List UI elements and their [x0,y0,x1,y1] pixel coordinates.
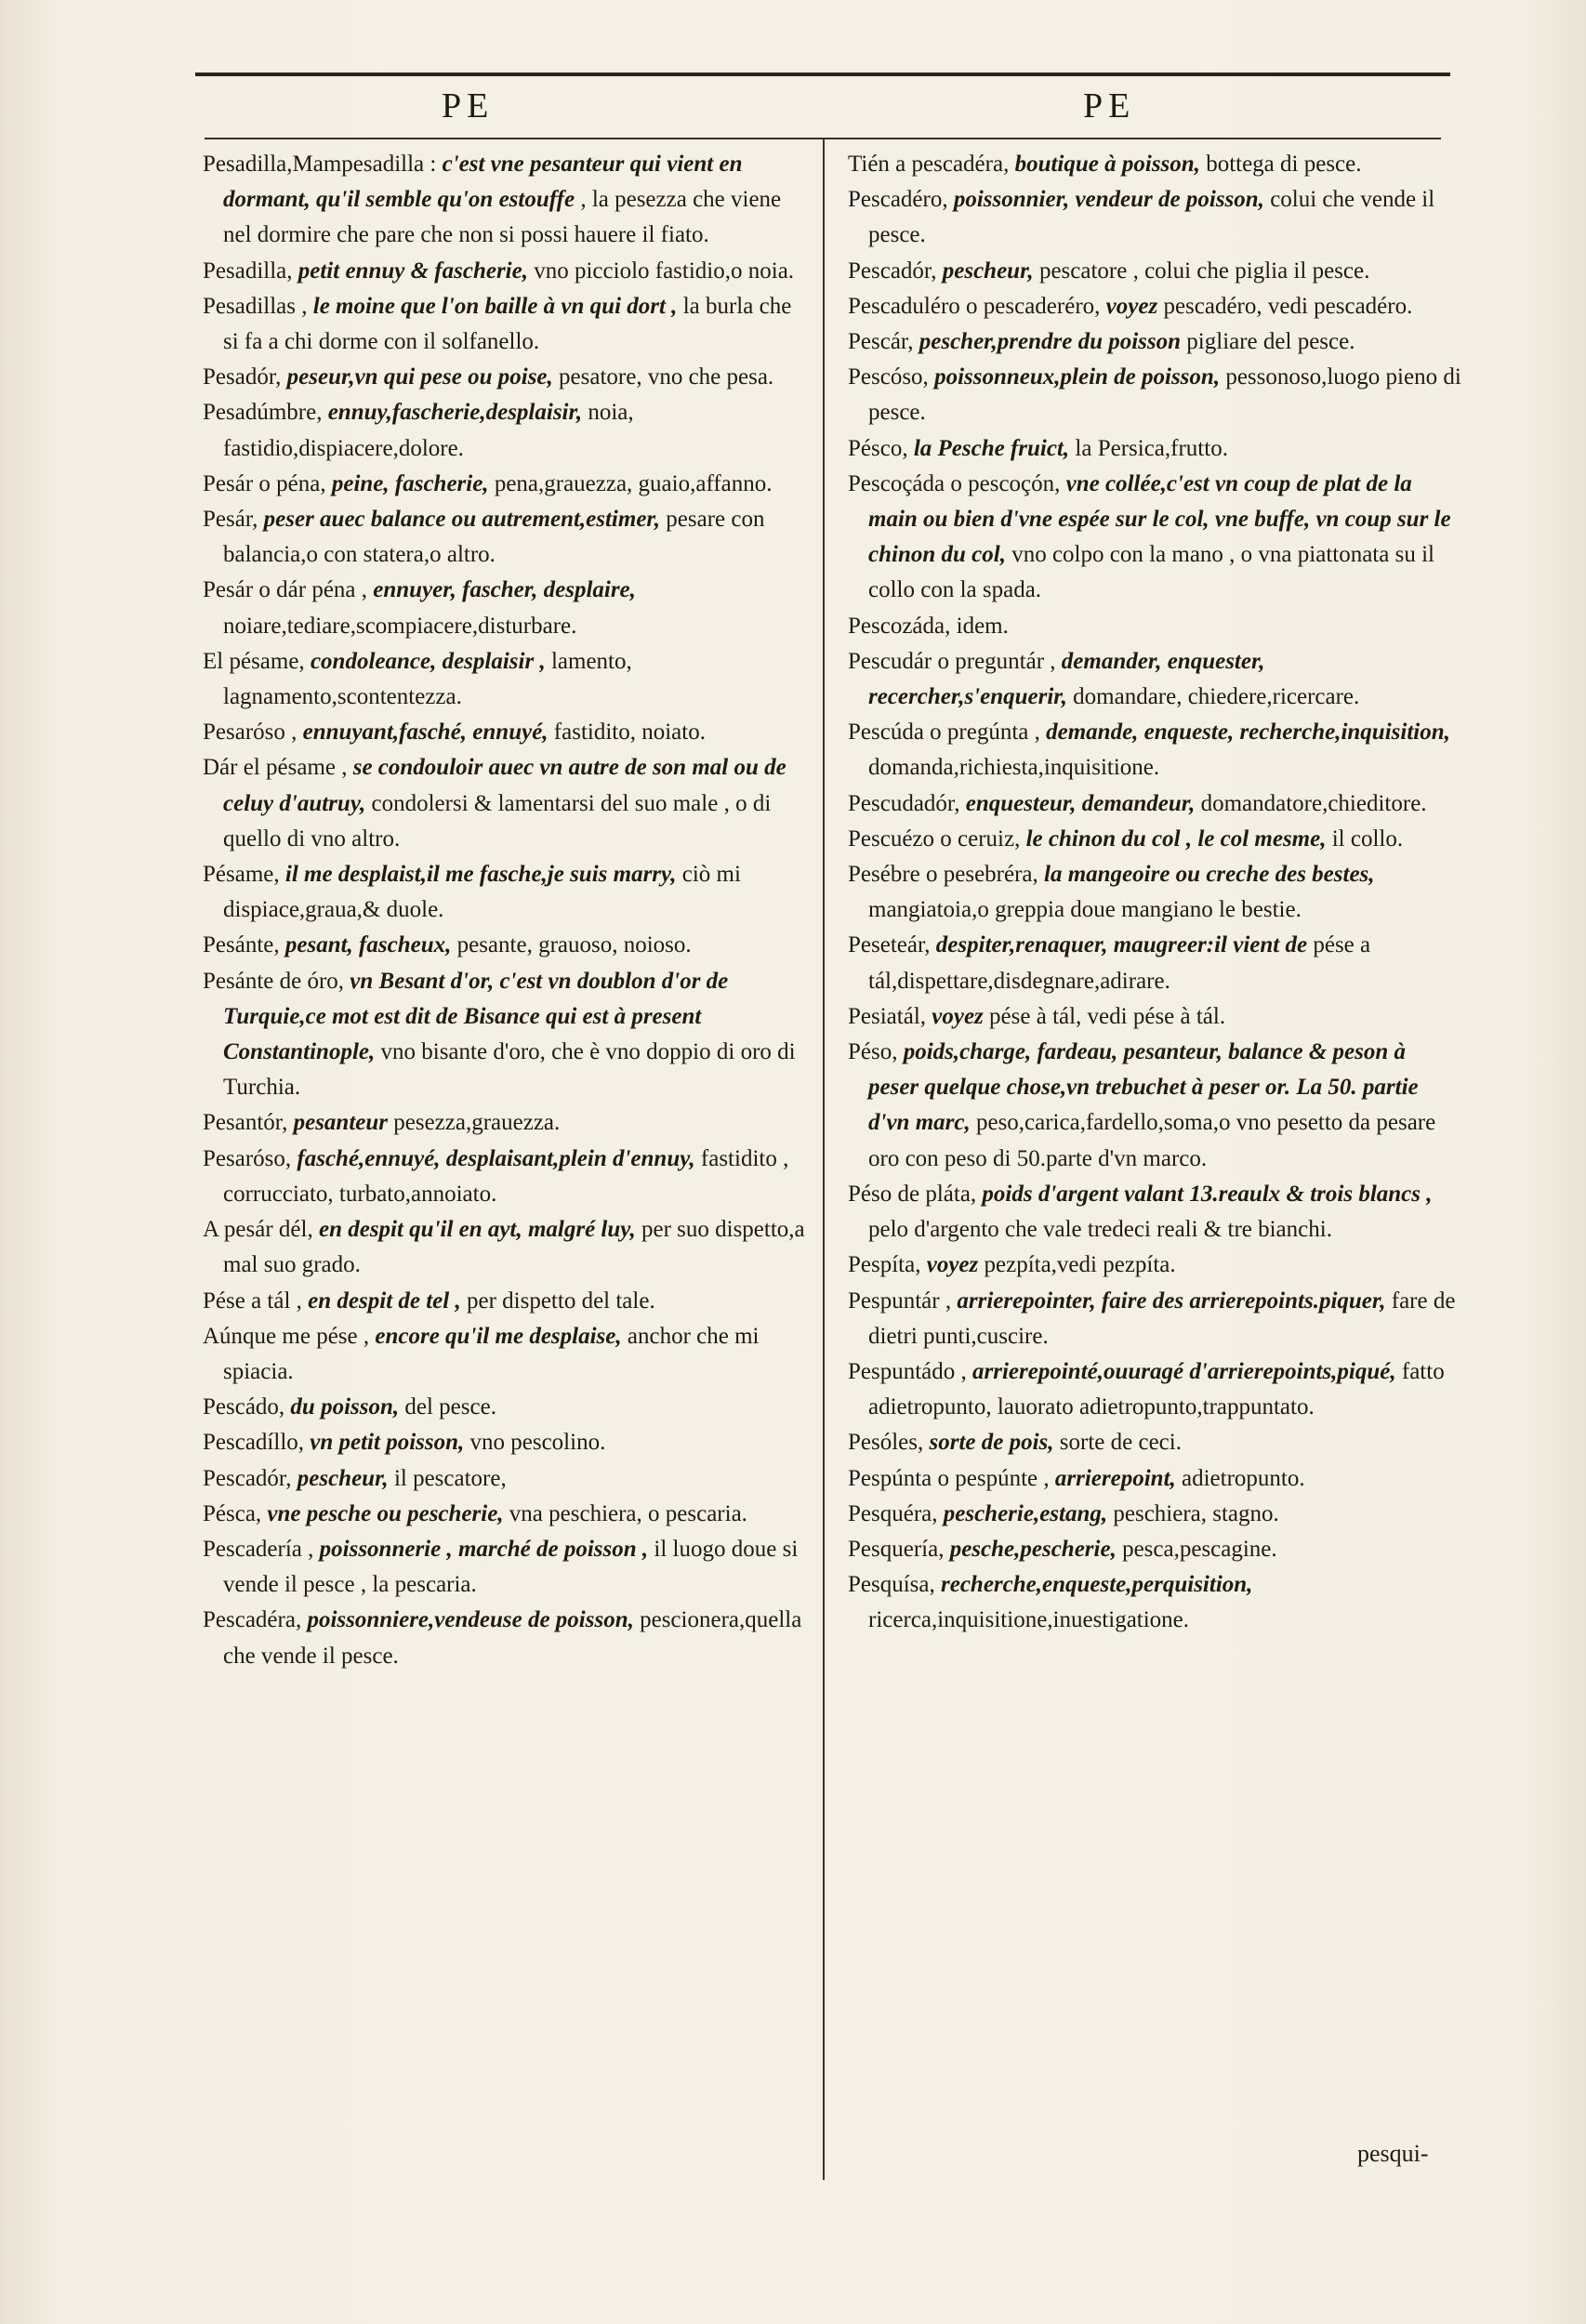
entry-italian: pesante, grauoso, noioso. [456,932,692,958]
entry-headword: Tién a pescadéra, [848,152,1010,177]
entry-italian: del pesce. [404,1394,496,1420]
entry-headword: Pescár, [848,329,914,355]
entry-headword: Péso de pláta, [848,1181,977,1207]
entry-headword: Pesadilla,Mampesadilla : [203,152,437,177]
entry-italian: pessonoso,luogo pieno di pesce. [868,364,1461,426]
entry-headword: Pesánte, [203,932,280,958]
dictionary-entry [848,1177,1461,1248]
entry-headword: Pesaróso, [203,1145,292,1171]
dictionary-entry [848,822,1461,857]
entry-headword: Pesár o dár péna , [203,577,368,603]
entry-italian: la burla che si fa a chi dorme con il solfanello. [223,293,792,355]
dictionary-entry [848,786,1461,822]
entry-headword: Pescoçáda o pescoçón, [848,470,1061,496]
entry-headword: Pespúnta o pespúnte , [848,1465,1050,1491]
dictionary-entry [848,431,1461,467]
entry-italian: pesezza,grauezza. [393,1110,561,1136]
entry-french: despiter,renaquer, maugreer:il vient de [935,932,1308,958]
entry-french: vne collée,c'est vn coup de plat de la main ou bien d'vne espée sur le col, vne buffe, vn coup sur le chinon du col, [868,470,1451,568]
dictionary-entry [203,1212,812,1283]
entry-italian: pesatore, vno che pesa. [559,364,774,390]
entry-french: en despit de tel , [308,1287,461,1314]
entry-headword: Pésame, [203,862,280,888]
entry-french: la Pesche fruict, [913,435,1070,461]
entry-headword: Pescóso, [848,364,929,390]
entry-headword: Pesquería, [848,1536,945,1562]
entry-italian: pesare con balancia,o con statera,o altro. [223,507,765,568]
dictionary-entry [848,715,1461,786]
entry-french: poids,charge, fardeau, pesanteur, balance & peson à peser quelque chose,vn trebuchet à peser or. La 50. partie d'vn marc, [868,1039,1419,1136]
entry-french: poissonniere,vendeuse de poisson, [307,1607,634,1633]
entry-headword: Pesadilla, [203,257,293,284]
entry-french: peseur,vn qui pese ou poise, [286,364,553,390]
dictionary-entry [848,289,1461,324]
dictionary-entry [848,147,1461,182]
entry-headword: Pespuntár , [848,1287,952,1314]
entry-french: encore qu'il me desplaise, [375,1323,622,1349]
entry-italian: domanda,richiesta,inquisitione. [868,755,1160,781]
entry-italian: pése a tál,dispettare,disdegnare,adirare. [868,932,1371,994]
entry-french: poids d'argent valant 13.reaulx & trois blancs , [982,1181,1433,1207]
entry-italian: pezpíta,vedi pezpíta. [984,1252,1176,1278]
entry-french: peine, fascherie, [331,470,489,496]
entry-french: pesanteur [293,1110,389,1136]
dictionary-entry [848,999,1461,1035]
entry-italian: pigliare del pesce. [1186,329,1355,355]
entry-french: pescherie,estang, [943,1500,1108,1526]
entry-italian: bottega di pesce. [1206,152,1362,177]
right-column [848,147,1461,1639]
entry-italian: peschiera, stagno. [1113,1500,1279,1526]
entry-italian: vno pescolino. [469,1430,606,1456]
entry-headword: Pescuézo o ceruiz, [848,825,1021,852]
entry-headword: Pesadór, [203,364,282,390]
dictionary-entry [848,1354,1461,1425]
entry-french: ennuyer, fascher, desplaire, [373,577,636,603]
catchword: pesqui- [1357,2140,1429,2167]
dictionary-entry [203,395,812,466]
entry-french: peser auec balance ou autrement,estimer, [263,507,661,533]
dictionary-entry [203,360,812,395]
entry-headword: Pesadillas , [203,293,308,319]
entry-headword: Aúnque me pése , [203,1323,370,1349]
dictionary-entry [848,609,1461,644]
entry-italian: vno bisante d'oro, che è vno doppio di oro di Turchia. [223,1039,796,1101]
dictionary-entry [848,467,1461,609]
entry-headword: Pesébre o pesebréra, [848,862,1038,888]
entry-italian: ricerca,inquisitione,inuestigatione. [868,1607,1190,1633]
entry-italian: fastidito , corrucciato, turbato,annoiato. [223,1145,789,1207]
entry-italian: lamento, lagnamento,scontentezza. [223,648,632,710]
entry-italian: , la pesezza che viene nel dormire che pare che non si possi hauere il fiato. [223,187,782,248]
column-divider [823,139,825,2180]
entry-french: pescheur, [942,257,1034,284]
entry-italian: fastidito, noiato. [553,720,706,746]
dictionary-entry [848,1248,1461,1283]
entry-italian: ciò mi dispiace,graua,& duole. [223,862,741,923]
entry-french: arrierepoint, [1054,1465,1176,1491]
dictionary-entry [203,147,812,254]
entry-french: sorte de pois, [929,1430,1054,1456]
entry-french: ennuy,fascherie,desplaisir, [327,400,583,426]
dictionary-entry [848,254,1461,289]
top-rule [195,73,1450,76]
entry-headword: Pespuntádo , [848,1358,967,1384]
dictionary-entry [203,1105,812,1141]
entry-french: arrierepointer, faire des arrierepoints.piquer, [957,1287,1386,1314]
entry-italian: pena,grauezza, guaio,affanno. [494,470,773,496]
entry-italian: il luogo doue si vende il pesce , la pescaria. [223,1536,799,1598]
dictionary-entry [848,1035,1461,1177]
entry-headword: Pesquísa, [848,1572,935,1598]
entry-headword: Pescadería , [203,1536,314,1562]
entry-headword: Pesiatál, [848,1003,927,1029]
entry-french: pesant, fascheux, [284,932,452,958]
entry-italian: pescionera,quella che vende il pesce. [223,1607,802,1669]
dictionary-entry [203,573,812,643]
entry-italian: il pescatore, [393,1465,507,1491]
entry-headword: Péso, [848,1039,898,1065]
entry-headword: Pesadúmbre, [203,400,323,426]
entry-italian: sorte de ceci. [1059,1430,1182,1456]
entry-headword: Pesquéra, [848,1500,938,1526]
entry-french: pescheur, [297,1465,389,1491]
entry-french: voyez [1105,293,1158,319]
entry-french: poissonnerie , marché de poisson , [319,1536,649,1562]
entry-headword: Pésca, [203,1500,262,1526]
dictionary-entry [203,928,812,963]
entry-french: vne pesche ou pescherie, [267,1500,504,1526]
dictionary-entry [203,467,812,502]
entry-headword: Pescudár o preguntár , [848,648,1056,674]
entry-headword: Pescádo, [203,1394,285,1420]
entry-french: du poisson, [290,1394,400,1420]
dictionary-entry [848,1567,1461,1638]
entry-french: arrierepointé,ouuragé d'arrierepoints,piqué, [972,1358,1396,1384]
entry-french: se condouloir auec vn autre de son mal ou de celuy d'autruy, [223,755,786,816]
entry-headword: Pésco, [848,435,908,461]
entry-headword: Pesánte de óro, [203,968,345,994]
entry-french: vn Besant d'or, c'est vn doublon d'or de Turquie,ce mot est dit de Bisance qui est à present Constantinople, [223,968,729,1065]
entry-french: en despit qu'il en ayt, malgré luy, [318,1217,636,1243]
entry-headword: Pescúda o pregúnta , [848,720,1040,746]
entry-headword: Pespíta, [848,1252,921,1278]
entry-italian: fare de dietri punti,cuscire. [868,1287,1456,1349]
running-head-right: PE [1083,86,1136,125]
dictionary-entry [848,1461,1461,1497]
dictionary-entry [848,1497,1461,1532]
entry-headword: Pescaduléro o pescaderéro, [848,293,1101,319]
entry-italian: per suo dispetto,a mal suo grado. [223,1217,805,1278]
left-column [203,147,812,1674]
dictionary-entry [848,857,1461,928]
entry-headword: Pesár o péna, [203,470,326,496]
entry-headword: Pesaróso , [203,720,297,746]
entry-italian: domandatore,chieditore. [1200,790,1427,816]
entry-headword: Pesantór, [203,1110,288,1136]
entry-french: voyez [932,1003,984,1029]
dictionary-entry [203,254,812,289]
dictionary-entry [203,1497,812,1532]
entry-italian: domandare, chiedere,ricercare. [1073,684,1360,710]
dictionary-entry [203,1603,812,1673]
entry-headword: Pescadíllo, [203,1430,305,1456]
entry-french: recherche,enqueste,perquisition, [941,1572,1253,1598]
dictionary-entry [203,1390,812,1425]
entry-french: le chinon du col , le col mesme, [1025,825,1327,852]
dictionary-entry [203,750,812,857]
entry-headword: A pesár dél, [203,1217,313,1243]
entry-headword: Pesóles, [848,1430,924,1456]
entry-italian: pescadéro, vedi pescadéro. [1163,293,1413,319]
entry-french: poissonneux,plein de poisson, [934,364,1221,390]
entry-italian: la Persica,frutto. [1075,435,1228,461]
dictionary-entry [203,1284,812,1319]
entry-italian: pelo d'argento che vale tredeci reali & tre bianchi. [868,1217,1332,1243]
entry-french: petit ennuy & fascherie, [297,257,528,284]
entry-italian: noiare,tediare,scompiacere,disturbare. [223,613,577,639]
dictionary-entry [848,644,1461,715]
dictionary-entry [203,289,812,360]
entry-italian: vno colpo con la mano , o vna piattonata su il collo con la spada. [868,542,1434,603]
entry-headword: Pescadéro, [848,187,948,213]
running-head-left: PE [442,86,495,125]
dictionary-entry [203,1142,812,1212]
entry-italian: adietropunto. [1182,1465,1305,1491]
dictionary-entry [203,644,812,715]
dictionary-entry [203,857,812,928]
entry-italian: il collo. [1331,825,1404,852]
entry-french: le moine que l'on baille à vn qui dort , [312,293,678,319]
entry-french: pesche,pescherie, [949,1536,1117,1562]
dictionary-entry [848,182,1461,253]
entry-italian: condolersi & lamentarsi del suo male , o di quello di vno altro. [223,790,772,852]
entry-french: fasché,ennuyé, desplaisant,plein d'ennuy, [297,1145,695,1171]
entry-italian: pesca,pescagine. [1122,1536,1277,1562]
dictionary-entry [848,928,1461,998]
entry-french: demander, enquester, recercher,s'enquerir, [868,648,1265,710]
dictionary-entry [848,1284,1461,1354]
dictionary-entry [203,502,812,573]
entry-french: il me desplaist,il me fasche,je suis marry, [284,862,677,888]
entry-headword: Pescudadór, [848,790,960,816]
entry-french: c'est vne pesanteur qui vient en dormant, qu'il semble qu'on estouffe [223,152,743,213]
entry-french: vn petit poisson, [310,1430,465,1456]
entry-italian: pescatore , colui che piglia il pesce. [1038,257,1370,284]
entry-headword: Pescozáda, [848,613,951,639]
entry-headword: Pescadór, [848,257,937,284]
entry-headword: El pésame, [203,648,305,674]
dictionary-entry [848,360,1461,430]
entry-french: boutique à poisson, [1014,152,1200,177]
dictionary-entry [203,715,812,750]
entry-italian: pése à tál, vedi pése à tál. [989,1003,1226,1029]
entry-italian: peso,carica,fardello,soma,o vno pesetto da pesare oro con peso di 50.parte d'vn marco. [868,1110,1436,1171]
entry-headword: Pescadéra, [203,1607,302,1633]
dictionary-entry [203,1425,812,1460]
entry-italian: anchor che mi spiacia. [223,1323,760,1384]
entry-headword: Pesár, [203,507,258,533]
entry-french: poissonnier, vendeur de poisson, [953,187,1264,213]
dictionary-entry [203,1532,812,1603]
entry-italian: vno picciolo fastidio,o noia. [534,257,795,284]
entry-italian: mangiatoia,o greppia doue mangiano le bestie. [868,897,1302,923]
entry-italian: noia, fastidio,dispiacere,dolore. [223,400,634,461]
entry-italian: per dispetto del tale. [466,1287,655,1314]
entry-headword: Pése a tál , [203,1287,302,1314]
entry-french: voyez [926,1252,979,1278]
entry-headword: Peseteár, [848,932,931,958]
dictionary-entry [203,1319,812,1390]
dictionary-entry [848,1425,1461,1460]
entry-french: demande, enqueste, recherche,inquisition, [1046,720,1450,746]
dictionary-entry [848,324,1461,360]
entry-french: condoleance, desplaisir , [310,648,546,674]
entry-italian: vna peschiera, o pescaria. [509,1500,747,1526]
entry-french: ennuyant,fasché, ennuyé, [302,720,548,746]
entry-headword: Dár el pésame , [203,755,348,781]
dictionary-entry [203,1461,812,1497]
entry-french: enquesteur, demandeur, [965,790,1196,816]
entry-headword: Pescadór, [203,1465,292,1491]
dictionary-entry [203,964,812,1106]
entry-italian: colui che vende il pesce. [868,187,1435,248]
dictionary-entry [848,1532,1461,1567]
entry-french: la mangeoire ou creche des bestes, [1044,862,1375,888]
entry-italian: fatto adietropunto, lauorato adietropunto,trappuntato. [868,1358,1445,1420]
entry-italian: idem. [956,613,1009,639]
entry-french: pescher,prendre du poisson [919,329,1182,355]
